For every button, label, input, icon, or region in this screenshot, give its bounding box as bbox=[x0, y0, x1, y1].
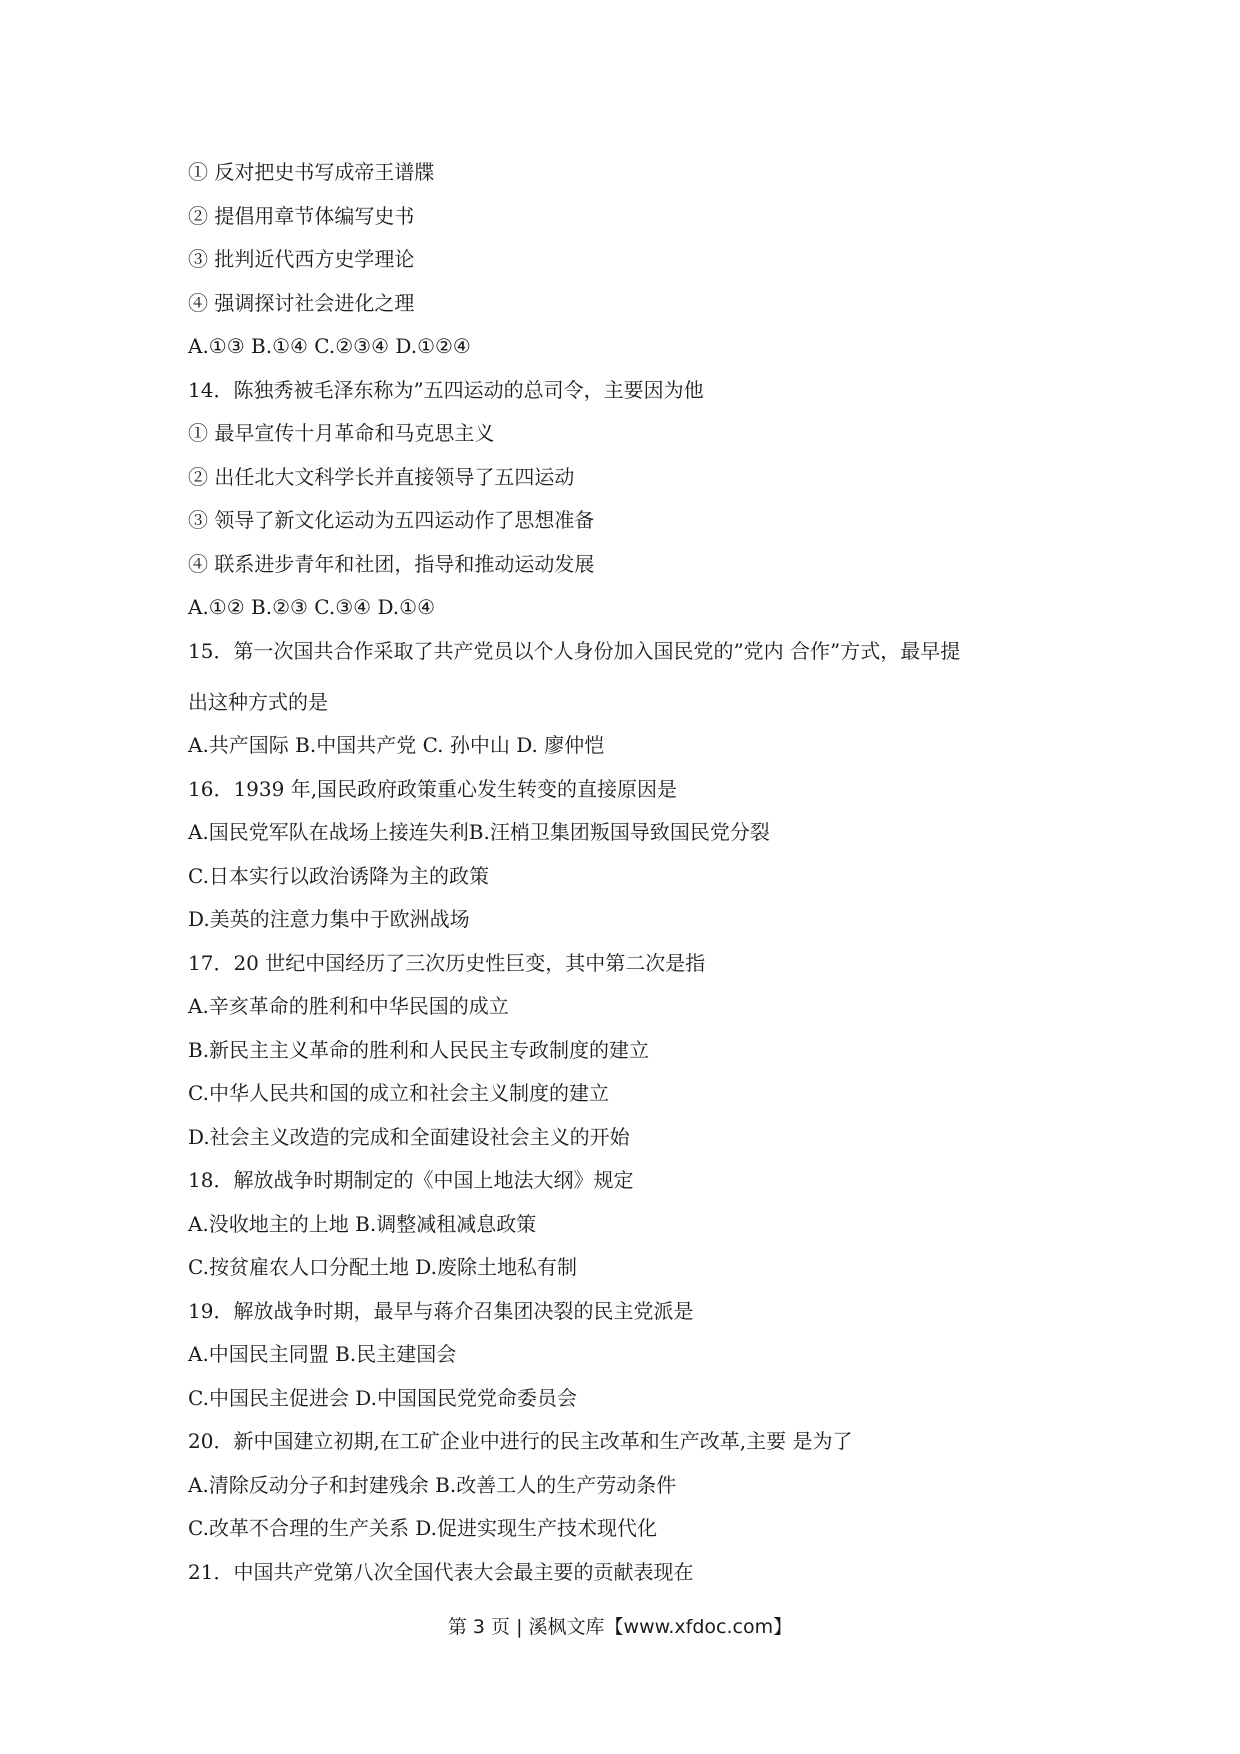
answer-options: C.按贫雇农人口分配土地 D.废除土地私有制 bbox=[188, 1255, 577, 1279]
text-line: ① 反对把史书写成帝王谱牒 bbox=[188, 160, 435, 184]
question-20: 20．新中国建立初期,在工矿企业中进行的民主改革和生产改革,主要 是为了 bbox=[188, 1429, 853, 1453]
answer-options: A.中国民主同盟 B.民主建国会 bbox=[188, 1342, 457, 1366]
question-15 bbox=[188, 637, 1068, 717]
question-text-block bbox=[188, 158, 1068, 1601]
answer-options: C.中国民主促进会 D.中国国民党党命委员会 bbox=[188, 1385, 577, 1410]
answer-options: A.没收地主的上地 B.调整减租减息政策 bbox=[188, 1211, 537, 1236]
text-line: ② 出任北大文科学长并直接领导了五四运动 bbox=[188, 464, 575, 489]
text-line: ② 提倡用章节体编写史书 bbox=[188, 203, 415, 228]
answer-option: A.辛亥革命的胜利和中华民国的成立 bbox=[188, 994, 509, 1018]
question-17: 17．20 世纪中国经历了三次历史性巨变，其中第二次是指 bbox=[188, 950, 706, 975]
text-line: ① 最早宣传十月革命和马克思主义 bbox=[188, 421, 495, 445]
page-footer: 第 3 页 | 溪枫文库【www.xfdoc.com】 bbox=[447, 1616, 793, 1638]
question-15-line-2: 出这种方式的是 bbox=[188, 689, 328, 714]
question-14: 14．陈独秀被毛泽东称为”五四运动的总司令，主要因为他 bbox=[188, 377, 704, 402]
text-line: ③ 批判近代西方史学理论 bbox=[188, 247, 415, 271]
answer-options: A.共产国际 B.中国共产党 C. 孙中山 D. 廖仲恺 bbox=[188, 733, 605, 757]
answer-option: D.社会主义改造的完成和全面建设社会主义的开始 bbox=[188, 1124, 630, 1149]
text-line: ④ 联系进步青年和社团，指导和推动运动发展 bbox=[188, 551, 595, 576]
answer-options: A.①③ B.①④ C.②③④ D.①②④ bbox=[188, 334, 471, 358]
question-18: 18．解放战争时期制定的《中国上地法大纲》规定 bbox=[188, 1168, 634, 1192]
text-line: ④ 强调探讨社会进化之理 bbox=[188, 290, 415, 315]
answer-options: A.①② B.②③ C.③④ D.①④ bbox=[188, 595, 435, 619]
question-15-line-1: 15．第一次国共合作采取了共产党员以个人身份加入国民党的”党内 合作”方式，最早提 bbox=[188, 638, 961, 663]
answer-option: C.日本实行以政治诱降为主的政策 bbox=[188, 863, 489, 888]
answer-options: C.改革不合理的生产关系 D.促进实现生产技术现代化 bbox=[188, 1516, 657, 1540]
answer-option: D.美英的注意力集中于欧洲战场 bbox=[188, 907, 470, 931]
answer-option: C.中华人民共和国的成立和社会主义制度的建立 bbox=[188, 1081, 609, 1105]
question-21: 21．中国共产党第八次全国代表大会最主要的贡献表现在 bbox=[188, 1559, 694, 1584]
question-16: 16．1939 年,国民政府政策重心发生转变的直接原因是 bbox=[188, 776, 678, 801]
answer-options: A.国民党军队在战场上接连失利B.汪梢卫集团叛国导致国民党分裂 bbox=[188, 820, 770, 844]
answer-options: A.清除反动分子和封建残余 B.改善工人的生产劳动条件 bbox=[188, 1472, 677, 1497]
text-line: ③ 领导了新文化运动为五四运动作了思想准备 bbox=[188, 508, 595, 532]
answer-option: B.新民主主义革命的胜利和人民民主专政制度的建立 bbox=[188, 1037, 650, 1062]
question-19: 19．解放战争时期，最早与蒋介召集团决裂的民主党派是 bbox=[188, 1298, 694, 1323]
